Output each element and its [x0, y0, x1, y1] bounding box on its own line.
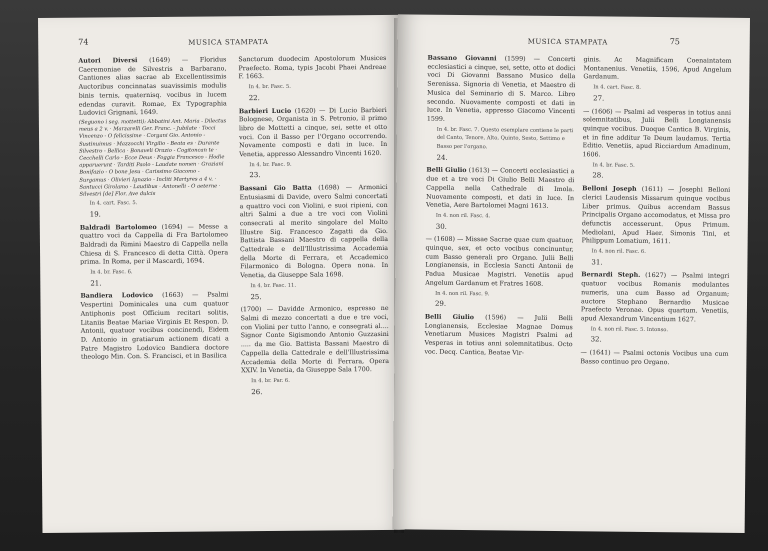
catalog-entry [78, 56, 227, 219]
entry-body [78, 56, 227, 118]
entry-text: (1663) — Psalmi Vespertini Dominicales una cum quatuor Antiphonis post Officium recitari solitis, Litaniis Beatae Mariae Virginis Et Respon. D. Antonii, quatuor vocibus concinendi, Eidem D. Antonio in gratiarum actionem dicati a Patre Magistro Lodovico Bandiera doctore theologo Min. Con. S. Francisci, et in Basilica [80, 291, 229, 362]
entry-author: Bandiera Lodovico [80, 292, 154, 301]
entry-text: (1698) — Armonici Entusiasmi di Davide, overo Salmi concertati a quattro voci con Violini, e suoi ripieni, con altri Salmi a due a tre voci con Violini consecrati al merito singolare del Molto Illustre Sig. Francesco Zagatti da Gio. Battista Bassani Maestro di cappella della Cattedrale e dell'Illustrissima Accademia della Morte di Ferrara, et Accademico Filarmonico di Bologna. Opera nona. In Venetia, da Giuseppe Sala 1698. [239, 184, 389, 280]
entry-text: ginis. Ac Magnificam Coenaintatem Montanenius. Venetiis, 1596, Apud Angelum Gardanum. [583, 56, 732, 82]
entry-author: Bassani Gio Batta [239, 184, 312, 193]
entry-body [427, 55, 576, 126]
entry-author: Belli Giulio [424, 313, 475, 322]
entry-body [583, 108, 732, 162]
entry-reference: In 4. br. Fasc. 9. [249, 161, 292, 168]
entry-text: (1694) — Messe a quattro voci da Cappella di Fra Bartolomeo Baldradi da Rimini Maestro di Cappella nella Chiesa di S. Francesco di detta Città. Opera prima. In Roma, per il Mascardi, 1694. [79, 222, 229, 267]
entry-author: Bernardi Steph. [581, 271, 641, 280]
catalog-entry [581, 185, 730, 268]
entry-text: (1700) — Davidde Armonico, espresso ne Salmi di mezzo concertati a due e tre voci, con Violini per tutto l'anno, e consegrati al.... Signor Conte Sigismondo Antonio Guzzasini ..... da me Gio. Battista Bassani Maestro di Cappella della Cattedrale e dell'Illustrissima Accademia della Morte di Ferrara, Opera XXIV. In Venetia, da Giuseppe Sala 1700. [240, 305, 390, 375]
catalog-entry [581, 272, 730, 346]
entry-reference: In 4. br. Par. 6. [251, 377, 290, 385]
entry-body [239, 184, 388, 281]
entry-text: (1611) — Josephi Belloni clerici Laudensis Missarum quinque vocibus Liber primus. Quibus accendam Bassus Principalis Organo accomodatus, et Missa pro defunctis accesserunt. Opus Primum. Mediolani, Apud Haer. Simonis Tini, et Philippum Lomatium, 1611. [581, 186, 731, 246]
entry-reference: In 4. non ril. Fasc. 6. [591, 248, 646, 255]
left-page-number: 74 [78, 37, 89, 47]
entry-number: 32. [590, 335, 602, 344]
entry-reference: In 4. non ril. Fasc. 9. [435, 290, 490, 297]
catalog-entry [424, 314, 572, 359]
right-running-head: MUSICA STAMPATA [527, 37, 608, 47]
right-page [393, 14, 750, 533]
entry-number: 31. [591, 258, 603, 267]
entry-text: (1596) — Julii Belli Longianensis, Ecclesiae Magnae Domus Venetiarum Musices Magistri Psalmi ad Vesperas in totius anni solemnitatibus. Octo voc. Decq. Cantica, Beatae Vir- [424, 314, 573, 357]
entry-text: (1620) — Di Lucio Barbieri Bolognese, Organista in S. Petronio, il primo libro de Mottetti a cinque, sei, sette et otto voci. Con il Basso per l'Organo occorrendo. Novamente composti e dati in luce. In Venetia, appresso Alessandro Vincenti 1620. [238, 106, 388, 159]
entry-body [80, 223, 228, 268]
entry-reference: In 4. non ril. Fasc. 4. [435, 212, 491, 220]
left-column-1 [78, 56, 229, 367]
entry-text: Sanctorum duodecim Apostolorum Musices Praefecto. Roma, typis Jacobi Phaei Andreae F. 1663. [238, 54, 387, 81]
entry-number: 21. [90, 279, 102, 288]
entry-number: 25. [250, 292, 262, 301]
entry-number: 30. [435, 222, 447, 231]
entry-number: 23. [249, 171, 261, 180]
entry-body [80, 292, 229, 363]
catalog-entry [582, 108, 731, 182]
entry-reference: In 4. cart. Fasc. 8. [593, 84, 641, 91]
entry-reference: In 4. non ril. Fasc. 5. Intonso. [590, 326, 669, 333]
entry-text: (1627) — Psalmi integri quatuor vocibus Romanis modulantes numeris, una cum Basso ad Organum; auctore Stephano Bernardio Musicae Praefecto Veronae. Opus quartum. Venetiis, apud Alexandrum Vincentium 1627. [580, 272, 730, 324]
entry-number: 19. [89, 210, 101, 219]
entry-body [241, 305, 390, 376]
entry-body [582, 185, 731, 247]
entry-reference: In 4. cart. Fasc. 5. [89, 200, 138, 207]
entry-author: Baldradi Bartolomeo [79, 223, 157, 232]
catalog-entry [80, 223, 229, 288]
entry-text: (1599) — Concerti ecclesiastici a cinque, sei, sette, otto et dodici voci Di Giovanni Bassano Musico della Serenissa. Signoria di Venetia, et Maestro di Musica del Seminario di S. Marco. Libro secondo. Nuovamente composti et dati in luce. In Venetia, appresso Giacomo Vincenti 1599. [426, 55, 576, 123]
entry-author: Bassano Giovanni [427, 54, 497, 63]
entry-number: 28. [592, 171, 604, 180]
entry-text: — (1606) — Psalmi ad vesperas in totius anni solemnitatibus, Julii Belli Longianensis quinque vocibus. Duoque Cantica B. Virginis, et in fine additur Te Deum laudamus. Tertia Editio. Venetiis, apud Ricciardum Amadinum, 1606. [582, 107, 732, 159]
catalog-entry [426, 55, 575, 164]
left-page [38, 15, 404, 533]
entry-reference: In 4. br. Fasc. 5. [248, 83, 291, 91]
catalog-entry [425, 236, 574, 310]
entry-body [239, 106, 387, 160]
entry-number: 27. [593, 94, 605, 103]
entry-body [583, 56, 731, 84]
entry-reference: In 4. br. Fasc. 6. [90, 269, 133, 276]
entry-text: (1649) — Floridus Caeremoniae de Silvestris a Barbarano, Cantiones alias sacrae ab Excellentissimis Auctoribus concinnatas suavissimis modulis binis ternis, quaternisq. vocibus in lucem edendas curavit. Romae, Ex Typographia Ludovici Grignani, 1649. [78, 56, 227, 117]
catalog-entry [80, 292, 229, 363]
entry-body [425, 236, 574, 290]
catalog-entry [239, 184, 388, 301]
entry-author: Belli Giulio [426, 167, 467, 175]
right-page-number: 75 [669, 37, 680, 47]
left-running-head: MUSICA STAMPATA [188, 37, 269, 47]
entry-text: — (1608) — Missae Sacrae quae cum quatuor, quinque, sex, et octo vocibus concinuntur, cum Basso generali pro Organo. Julii Belli Longianensis, in Ecclesia Sancti Antonii de Padua Musicae Magistri. Venetiis apud Angelum Gardanum et Fratres 1608. [425, 235, 574, 288]
right-column-1 [424, 55, 575, 364]
catalog-entry [241, 305, 390, 396]
entry-number: 29. [434, 299, 447, 309]
entry-text: (1613) — Concerti ecclesiastici a due et a tre voci Di Giulio Belli Maestro di Cappella nella Cathedrale di Imola. Nuovamente composti, et dati in luce. In Venetia, Aere Bartolomei Magni 1613. [425, 167, 575, 211]
entry-body [426, 167, 574, 212]
entry-number: 24. [436, 153, 448, 162]
right-column-2 [580, 56, 731, 373]
entry-author: Belloni Joseph [582, 185, 637, 193]
entry-author: Barbieri Lucio [238, 107, 292, 115]
catalog-entry [426, 167, 575, 232]
catalog-entry [238, 55, 386, 103]
entry-body [238, 55, 386, 82]
catalog-entry [583, 56, 731, 104]
left-column-2 [238, 55, 389, 402]
entry-reference: In 4. br. Fasc. 11. [250, 282, 296, 290]
entry-reference: In 4. br. Fasc. 7. Questo esemplare contiene le parti del Canto, Tenore, Alto, Quinto, Sesto, Settimo e Basso per l'organo. [436, 126, 574, 151]
entry-body [580, 349, 728, 368]
entry-number: 22. [248, 93, 260, 102]
entry-text: — (1641) — Psalmi octonis Vocibus una cum Basso continuo pro Organo. [580, 349, 729, 366]
entry-contents: (Seguono i seg. mottetti): Abbatini Ant. Maria - Dilectus meus a 2 v. · Marzarelli Ger. Franc. - Jubilate · Tocci Vincenzo - O felicissime · Corgani Gio. Antonio - Sustinuimus · Mazzocchi Virgilio - Beata es · Durante Silvestro - Bellica · Bonaveli Orazio - Cogitoncan te · Cecchelli Carlo - Ecce Deus · Foggia Francesco - Hodie apparuerunt · Tarditi Paolo - Laudate nomen · Graziani Bonifazio - O bone Jesu · Carissimo Giacomo - Surgamus · Olivieri Ignazio - Incliti Martyres a 4 v. · Santucci Girolamo - Laudibus · Antonelli - O aeterne · Silvestri [de] Flor. Ave dulcis [78, 118, 227, 198]
entry-reference: In 4. br. Fasc. 5. [592, 162, 635, 169]
catalog-entry [239, 106, 388, 180]
entry-number: 26. [251, 387, 263, 396]
entry-body [581, 272, 730, 326]
entry-author: Autori Diversi [78, 57, 138, 65]
entry-body [424, 314, 572, 359]
catalog-entry [580, 349, 728, 368]
